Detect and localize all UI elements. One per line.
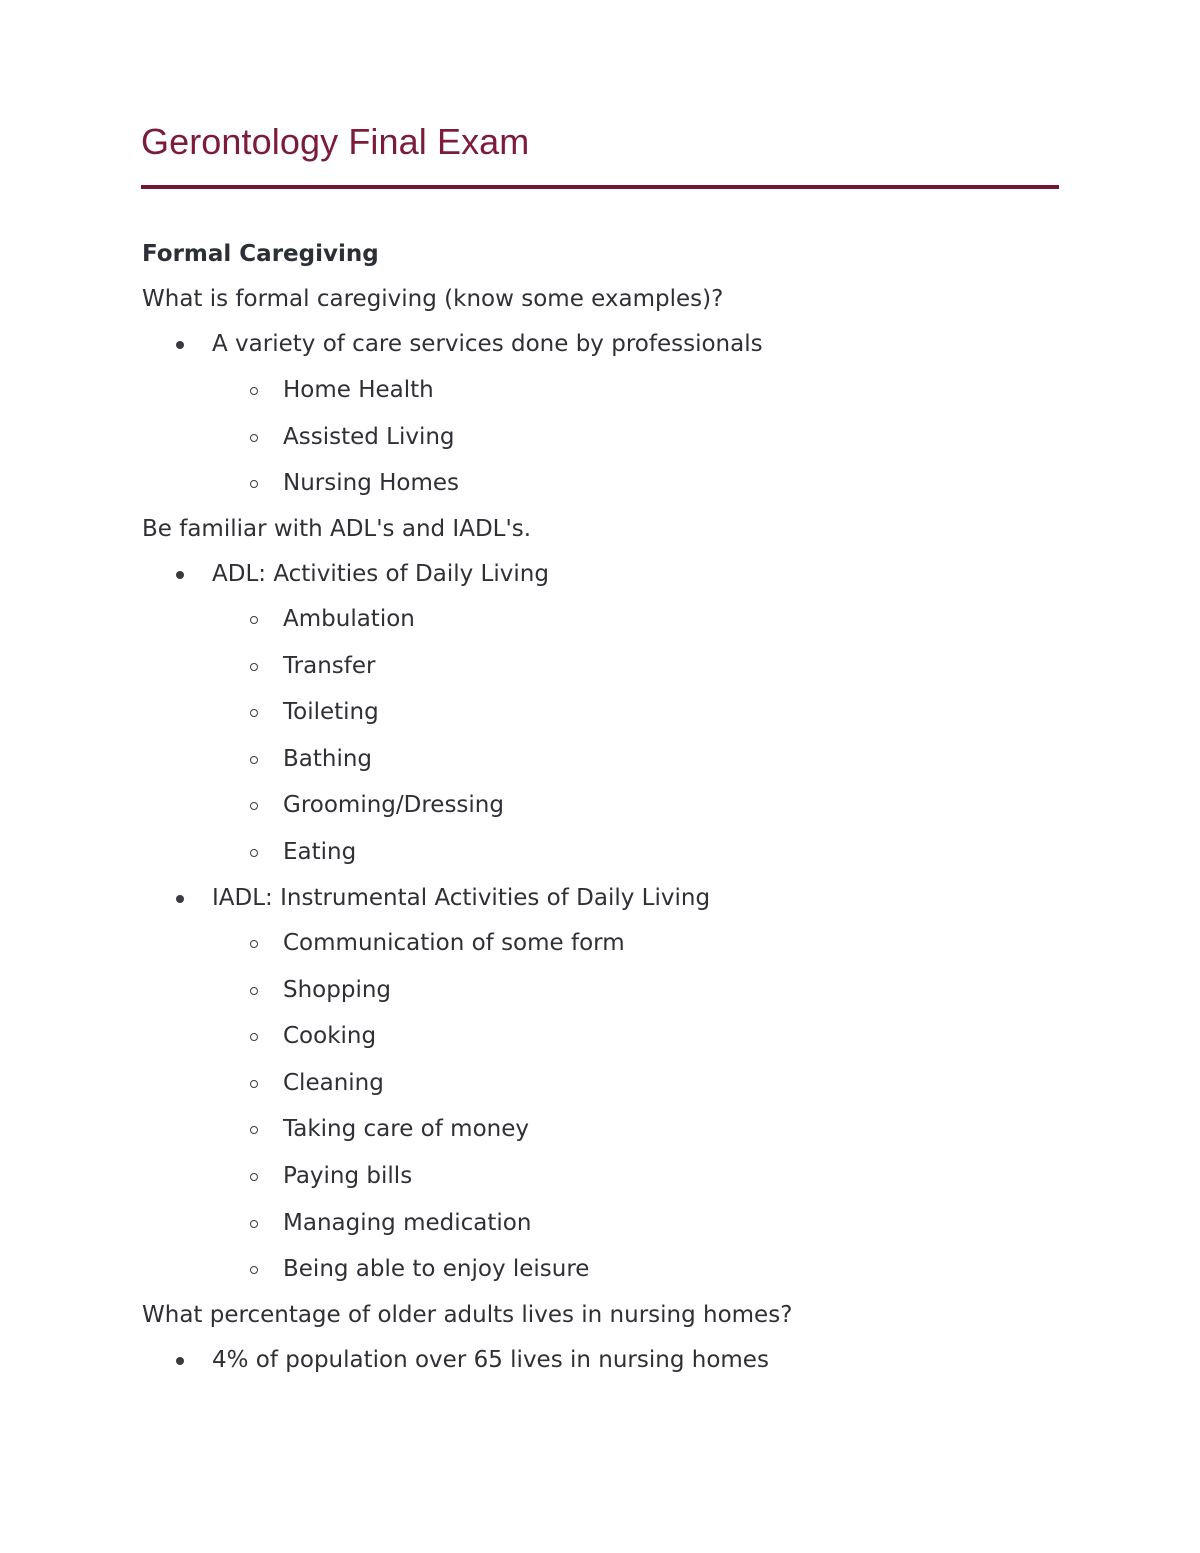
sub-item: Cooking	[283, 1023, 377, 1049]
circle-bullet-icon	[250, 709, 258, 717]
sub-item: Cleaning	[283, 1070, 384, 1096]
circle-bullet-icon	[250, 1033, 258, 1041]
circle-bullet-icon	[250, 849, 258, 857]
sub-item: Being able to enjoy leisure	[283, 1256, 590, 1282]
circle-bullet-icon	[250, 987, 258, 995]
section-heading: Formal Caregiving	[142, 241, 379, 267]
bullet-icon	[176, 341, 184, 349]
circle-bullet-icon	[250, 1173, 258, 1181]
circle-bullet-icon	[250, 756, 258, 764]
page-title: Gerontology Final Exam	[141, 121, 530, 162]
bullet-icon	[176, 571, 184, 579]
sub-item: Nursing Homes	[283, 470, 460, 496]
bullet-item: IADL: Instrumental Activities of Daily Living	[212, 885, 711, 911]
question-text: What is formal caregiving (know some examples)?	[142, 286, 724, 312]
question-text: What percentage of older adults lives in nursing homes?	[142, 1302, 793, 1328]
bullet-icon	[176, 1357, 184, 1365]
sub-item: Ambulation	[283, 606, 415, 632]
title-divider	[141, 185, 1059, 189]
sub-item: Home Health	[283, 377, 434, 403]
sub-item: Grooming/Dressing	[283, 792, 504, 818]
sub-item: Transfer	[283, 653, 376, 679]
sub-item: Taking care of money	[283, 1116, 529, 1142]
circle-bullet-icon	[250, 663, 258, 671]
circle-bullet-icon	[250, 1126, 258, 1134]
bullet-item: 4% of population over 65 lives in nursing homes	[212, 1347, 769, 1373]
bullet-item: A variety of care services done by professionals	[212, 331, 763, 357]
sub-item: Managing medication	[283, 1210, 532, 1236]
question-text: Be familiar with ADL's and IADL's.	[142, 516, 532, 542]
sub-item: Bathing	[283, 746, 373, 772]
circle-bullet-icon	[250, 1080, 258, 1088]
circle-bullet-icon	[250, 940, 258, 948]
sub-item: Communication of some form	[283, 930, 625, 956]
bullet-item: ADL: Activities of Daily Living	[212, 561, 549, 587]
circle-bullet-icon	[250, 1266, 258, 1274]
bullet-icon	[176, 895, 184, 903]
circle-bullet-icon	[250, 480, 258, 488]
circle-bullet-icon	[250, 434, 258, 442]
circle-bullet-icon	[250, 1220, 258, 1228]
sub-item: Eating	[283, 839, 357, 865]
sub-item: Assisted Living	[283, 424, 455, 450]
sub-item: Shopping	[283, 977, 392, 1003]
sub-item: Paying bills	[283, 1163, 413, 1189]
circle-bullet-icon	[250, 387, 258, 395]
sub-item: Toileting	[283, 699, 379, 725]
circle-bullet-icon	[250, 616, 258, 624]
circle-bullet-icon	[250, 802, 258, 810]
